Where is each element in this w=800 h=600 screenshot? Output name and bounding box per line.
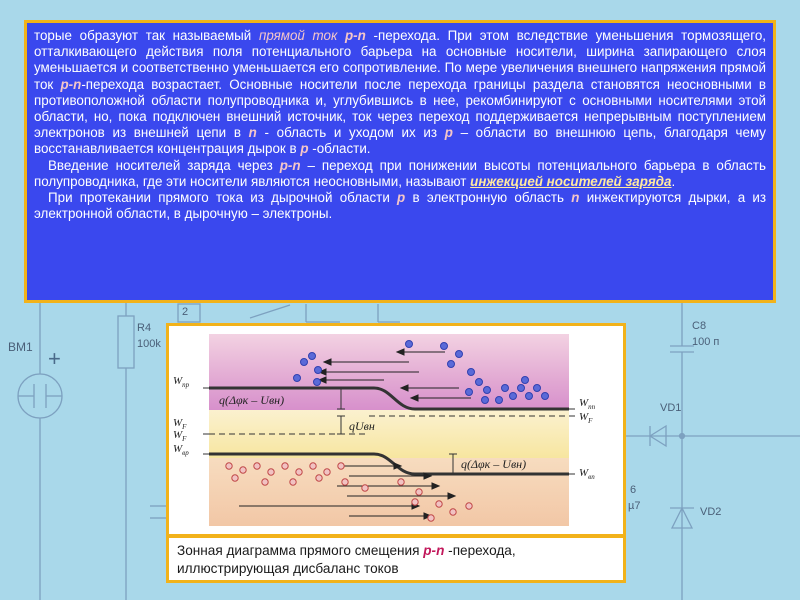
- wfn-label: $W_F$: [579, 411, 593, 425]
- r4-label: R4: [137, 322, 152, 334]
- paragraph-3: При протекании прямого тока из дырочной области p в электронную область n инжектируются дырки, а из электронной области, в дырочную – электроны.: [34, 190, 766, 222]
- injection-term: инжекцией носителей заряда: [470, 173, 672, 189]
- formula-bottom: q(Δφк – Uвн): [461, 457, 527, 471]
- wfp-label-2: $W_F$: [173, 429, 187, 443]
- band-diagram-frame: [166, 323, 626, 537]
- circuit-number-2: 2: [182, 306, 189, 318]
- c8-value: 100 п: [692, 336, 720, 348]
- paragraph-2: Введение носителей заряда через p-n – переход при понижении высоты потенциального барьера в область полупроводника, где эти носители являются неосновными, называют инжекцией носителей заряда.: [34, 157, 766, 189]
- bm1-label: BM1: [8, 340, 33, 354]
- wfp-label-1: $W_F$: [173, 417, 187, 431]
- wnp-label: $W_{пр}$: [173, 375, 190, 389]
- wvn-label: $W_{вn}$: [579, 467, 595, 481]
- r4-value: 100k: [137, 338, 161, 350]
- formula-mid: qUвн: [349, 419, 375, 433]
- paragraph-1: торые образуют так называемый прямой ток p-n -перехода. При этом вследствие уменьшения тормозящего, отталкивающего действия поля потенциального барьера на основные носители, ширина запирающего слоя уменьшается и соответственно уменьшается его сопротивление. По мере увеличения внешнего напряжения прямой ток p-n-перехода возрастает. Основные носители после перехода границы раздела становятся неосновными в противоположной области полупроводника и, углубившись в нее, рекомбинируют с основными носителями этой области, но, пока подключен внешний источник, ток через переход поддерживается непрерывным поступлением электронов из внешней цепи в n - область и уходом их из p – области во внешнюю цепь, благодаря чему восстанавливается концентрация дырок в р -области.: [34, 28, 767, 157]
- formula-top: q(Δφк – Uвн): [219, 393, 285, 407]
- circuit-number-6: 6: [630, 484, 637, 496]
- vd1-label: VD1: [660, 402, 682, 414]
- text-panel: [24, 20, 776, 303]
- plus-sign: +: [48, 346, 61, 371]
- c8-label: C8: [692, 320, 707, 332]
- wvp-label: $W_{вр}$: [173, 443, 189, 457]
- diagram-caption: Зонная диаграмма прямого смещения p-n -перехода, иллюстрирующая дисбаланс токов: [166, 535, 626, 583]
- wnn-label: $W_{пn}$: [579, 397, 596, 411]
- vd2-label: VD2: [700, 506, 722, 518]
- band-diagram: [169, 326, 623, 534]
- circuit-mu7: µ7: [628, 500, 641, 512]
